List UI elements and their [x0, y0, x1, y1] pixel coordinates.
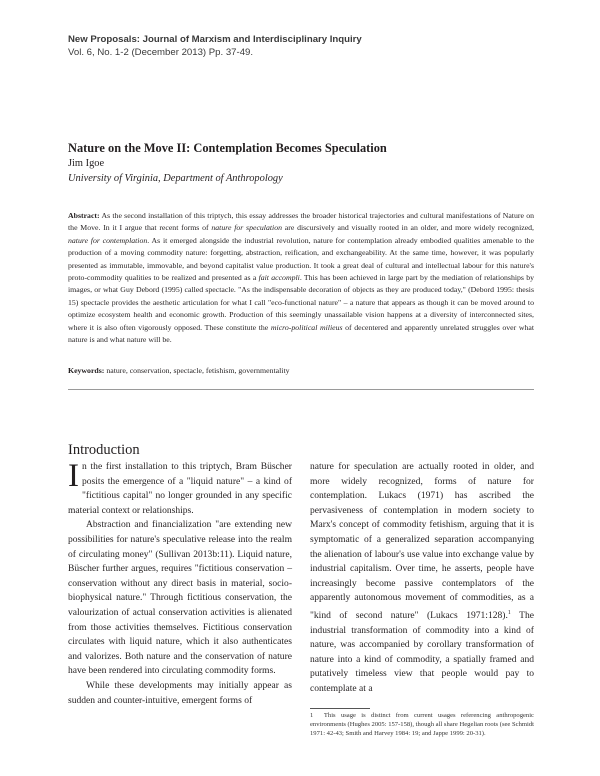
paragraph: Abstraction and financialization "are extending new possibilities for nature's speculative release into the realm of circulating money" (Sullivan 2013b:11). Liquid nature, Büscher further argues, requires "fictitious conservation – conservation without any direct basis in material, socio-biophysical nature." Through fictitious conservation, the valourization of actual conservation activities is alienated from those activities themselves. Fictitious conservation circulates with liquid nature, which it also authenticates and valorizes. Both nature and the conservation of nature have been rendered into circulating commodity forms.: [68, 519, 292, 677]
abstract-text-4: . This has been achieved in large part by the mediation of relationships by images, or what Guy Debord (1995) called spectacle. "As the indispensable decoration of objects as they are produced today," (Debord 1995: thesis 15) spectacle provides the aesthetic articulation for what I call "eco-functional nature" – a nature that appears as though it can be moved around to optimize ecosystem health and economic growth. Production of this seemingly unassailable vision happens at a diversity of interconnected sites, where it is also often vigorously opposed. These constitute the: [68, 273, 535, 332]
keywords-label: Keywords:: [68, 366, 105, 375]
abstract-emphasis-3: fait accompli: [258, 273, 300, 283]
footnote-divider: [310, 708, 370, 709]
paragraph: [68, 460, 292, 518]
paragraph-text: n the first installation to this triptych, Bram Büscher posits the emergence of a "liquid nature" – a kind of "fictitious capital" no longer grounded in any specific material context or relationships.: [68, 461, 292, 516]
paragraph: While these developments may initially appear as sudden and counter-intuitive, emergent forms of: [68, 679, 292, 706]
author-name: Jim Igoe: [68, 158, 105, 169]
drop-cap: I: [68, 458, 79, 494]
abstract: [68, 210, 534, 346]
paragraph-text: The industrial transformation of commodity into a kind of nature, was accompanied by corollary transformation of nature into a kind of commodity, a spatially framed and putatively timeless view that people would pay to contemplate at a: [310, 610, 534, 695]
section-heading-introduction: Introduction: [68, 442, 140, 458]
author-affiliation: University of Virginia, Department of Anthropology: [68, 173, 283, 184]
paragraph: [310, 460, 534, 697]
abstract-text-2: are discursively and visually rooted in an older, and more widely recognized,: [282, 223, 534, 233]
keywords: [68, 365, 534, 377]
footnote: [310, 712, 534, 738]
body-column-left: [68, 460, 292, 708]
keywords-text: nature, conservation, spectacle, fetishism, governmentality: [104, 366, 290, 375]
section-divider: [68, 389, 534, 390]
abstract-text-3: . As it emerged alongside the industrial revolution, nature for contemplation already embodied qualities amenable to the production of a moving commodity nature: forgetting, abstraction, reification, and exchangeability. At the same time, however, it was popularly presented as immutable, immovable, and beyond capitalist value production. It took a great deal of cultural and intellectual labour for this nature's proto-commodity qualities to be realized and presented as a: [68, 235, 535, 283]
abstract-emphasis-2: nature for contemplation: [68, 235, 148, 245]
footnote-text: This usage is distinct from current usages referencing anthropogenic environments (Hughes 2005: 157-158), though all share Hegelian roots (see Schmidt 1971: 42-43; Smith and Harvey 1984: 19; and Jappe 1999: 20-31).: [310, 712, 534, 737]
abstract-text-1: As the second installation of this triptych, this essay addresses the broader historical trajectories and cultural manifestations of Nature on the Move. In it I argue that recent forms of: [68, 211, 534, 233]
abstract-emphasis-4: micro-political milieus: [270, 322, 343, 332]
article-header: [68, 141, 538, 186]
abstract-emphasis-1: nature for speculation: [211, 223, 283, 233]
abstract-text-5: of decentered and apparently unrelated struggles over what nature is and what nature will be.: [68, 322, 534, 345]
footnote-number: 1: [310, 712, 314, 719]
article-title: Nature on the Move II: Contemplation Becomes Speculation: [68, 141, 387, 155]
footnote-marker[interactable]: 1: [507, 609, 511, 616]
journal-title: New Proposals: Journal of Marxism and Interdisciplinary Inquiry: [68, 34, 362, 45]
journal-header: [68, 34, 538, 59]
body-column-right: [310, 460, 534, 697]
paragraph-text: nature for speculation are actually rooted in older, and more widely recognized, forms of nature for contemplation. Lukacs (1971) has ascribed the pervasiveness of contemplation in modern society to Marx's concept of commodity fetishism, arguing that it is symptomatic of a generalized separation accompanying the alienation of labour's use value into exchange value by industrial capitalism. Over time, he asserts, people have increasingly become passive contemplators of the apparently autonomous movement of commodities, as a "kind of second nature" (Lukacs 1971:128).: [310, 461, 534, 622]
abstract-label: Abstract:: [68, 211, 100, 220]
journal-citation: Vol. 6, No. 1-2 (December 2013) Pp. 37-49.: [68, 46, 254, 58]
